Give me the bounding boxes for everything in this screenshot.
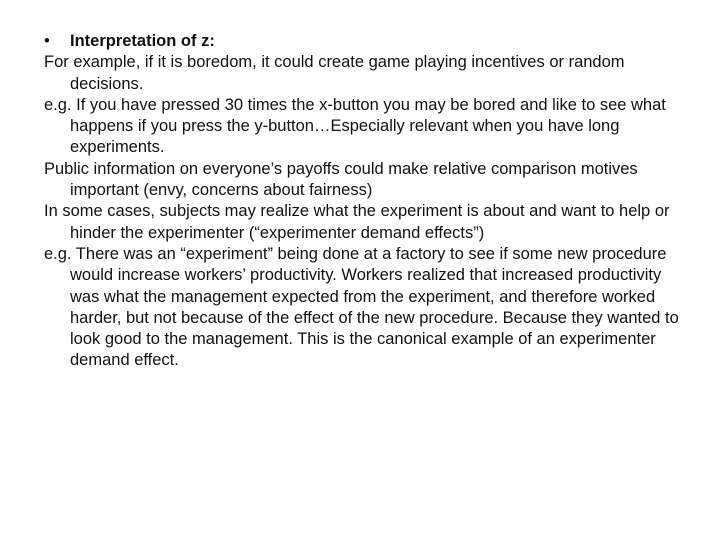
paragraph-public-information: Public information on everyone’s payoffs could make relative comparison motives important (envy, concerns about fairness) (44, 159, 638, 200)
paragraph-button-example: e.g. If you have pressed 30 times the x-button you may be bored and like to see what happens if you press the y-button…Especially relevant when you have long experiments. (44, 95, 666, 157)
slide-body (44, 31, 684, 372)
bullet-heading-line (44, 31, 684, 52)
paragraph-boredom: For example, if it is boredom, it could create game playing incentives or random decisions. (44, 53, 625, 93)
bullet-heading: Interpretation of z: (70, 32, 215, 50)
paragraph-demand-effects: In some cases, subjects may realize what the experiment is about and want to help or hinder the experimenter (“experimenter demand effects”) (44, 202, 670, 242)
bullet-marker: • (44, 32, 50, 50)
paragraph-factory-example: e.g. There was an “experiment” being done at a factory to see if some new procedure would increase workers’ productivity. Workers realized that increased productivity was what the management expected from the experiment, and therefore worked harder, but not because of the effect of the new procedure. Because they wanted to look good to the management. This is the canonical example of an experimenter demand effect. (44, 244, 679, 370)
